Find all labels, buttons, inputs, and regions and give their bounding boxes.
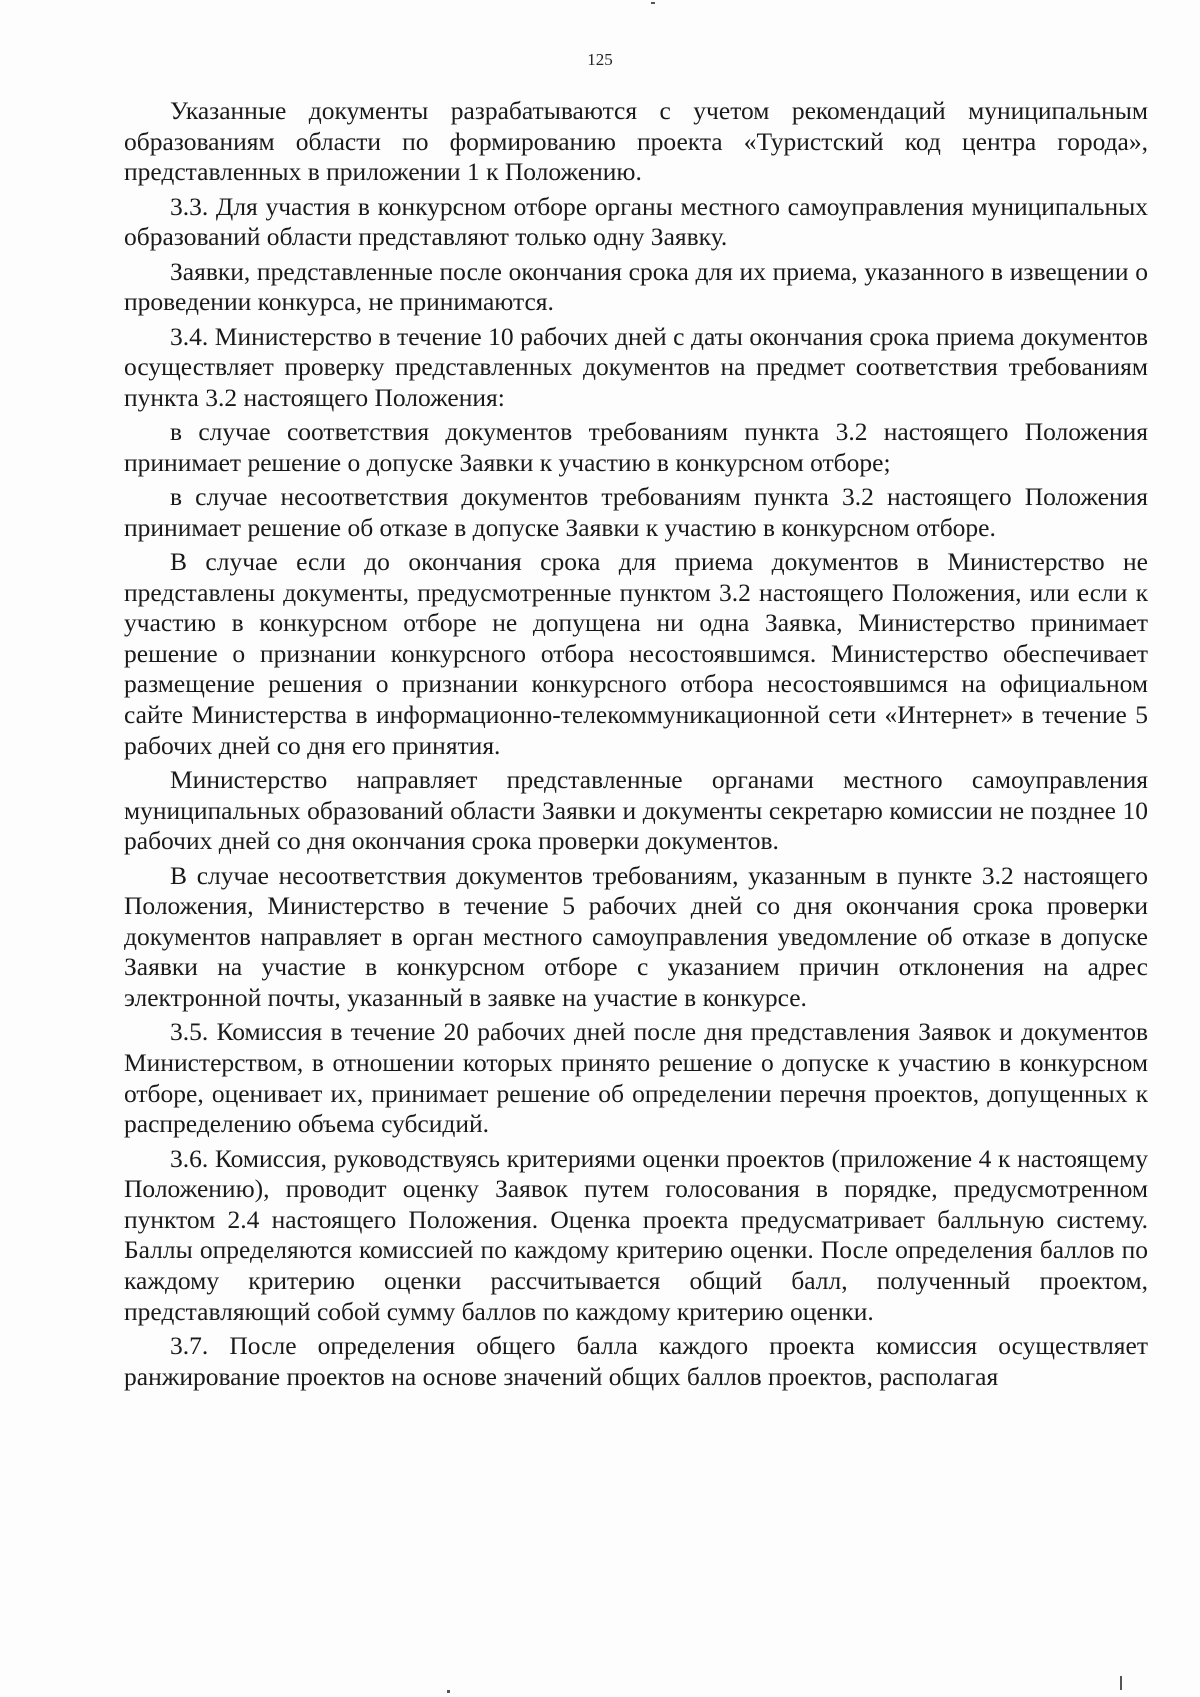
paragraph-3-3: 3.3. Для участия в конкурсном отборе органы местного самоуправления муниципальных образований области представляют только одну Заявку. [124, 191, 1148, 252]
scan-artifact-bottom-right [1120, 1676, 1122, 1690]
scan-artifact-top [651, 2, 655, 4]
paragraph-failed-selection: В случае если до окончания срока для приема документов в Министерство не представлены документы, предусмотренные пунктом 3.2 настоящего Положения, или если к участию в конкурсном отборе не допущена ни одна Заявка, Министерство принимает решение о признании конкурсного отбора несостоявшимся. Министерство обеспечивает размещение решения о признании конкурсного отбора несостоявшимся на официальном сайте Министерства в информационно-телекоммуникационной сети «Интернет» в течение 5 рабочих дней со дня его принятия. [124, 547, 1148, 760]
paragraph-refusal-notice: В случае несоответствия документов требованиям, указанным в пункте 3.2 настоящего Положения, Министерство в течение 5 рабочих дней со дня окончания срока проверки документов направляет в орган местного самоуправления уведомление об отказе в допуске Заявки на участие в конкурсном отборе с указанием причин отклонения на адрес электронной почты, указанный в заявке на участие в конкурсе. [124, 860, 1148, 1012]
paragraph-compliance-case: в случае соответствия документов требованиям пункта 3.2 настоящего Положения принимает решение о допуске Заявки к участию в конкурсном отборе; [124, 417, 1148, 477]
page-number: 125 [587, 50, 613, 69]
paragraph-3-5: 3.5. Комиссия в течение 20 рабочих дней после дня представления Заявок и документов Министерством, в отношении которых принято решение о допуске к участию в конкурсном отборе, оценивает их, принимает решение об определении перечня проектов, допущенных к распределению объема субсидий. [124, 1017, 1148, 1139]
paragraph-noncompliance-case: в случае несоответствия документов требованиям пункта 3.2 настоящего Положения принимает решение об отказе в допуске Заявки к участию в конкурсном отборе. [124, 482, 1148, 542]
paragraph-3-4: 3.4. Министерство в течение 10 рабочих дней с даты окончания срока приема документов осуществляет проверку представленных документов на предмет соответствия требованиям пункта 3.2 настоящего Положения: [124, 321, 1148, 412]
paragraph-late-applications: Заявки, представленные после окончания срока для их приема, указанного в извещении о проведении конкурса, не принимаются. [124, 256, 1148, 317]
paragraph-forwarding-applications: Министерство направляет представленные органами местного самоуправления муниципальных образований области Заявки и документы секретарю комиссии не позднее 10 рабочих дней со дня окончания срока проверки документов. [124, 765, 1148, 856]
scan-artifact-bottom-left [447, 1690, 450, 1693]
document-body [124, 96, 1148, 1396]
paragraph-intro-documents: Указанные документы разрабатываются с учетом рекомендаций муниципальным образованиям области по формированию проекта «Туристский код центра города», представленных в приложении 1 к Положению. [124, 96, 1148, 187]
paragraph-3-7: 3.7. После определения общего балла каждого проекта комиссия осуществляет ранжирование проектов на основе значений общих баллов проектов, располагая [124, 1330, 1148, 1391]
paragraph-3-6: 3.6. Комиссия, руководствуясь критериями оценки проектов (приложение 4 к настоящему Положению), проводит оценку Заявок путем голосования в порядке, предусмотренном пунктом 2.4 настоящего Положения. Оценка проекта предусматривает балльную систему. Баллы определяются комиссией по каждому критерию оценки. После определения баллов по каждому критерию оценки рассчитывается общий балл, полученный проектом, представляющий собой сумму баллов по каждому критерию оценки. [124, 1143, 1148, 1326]
